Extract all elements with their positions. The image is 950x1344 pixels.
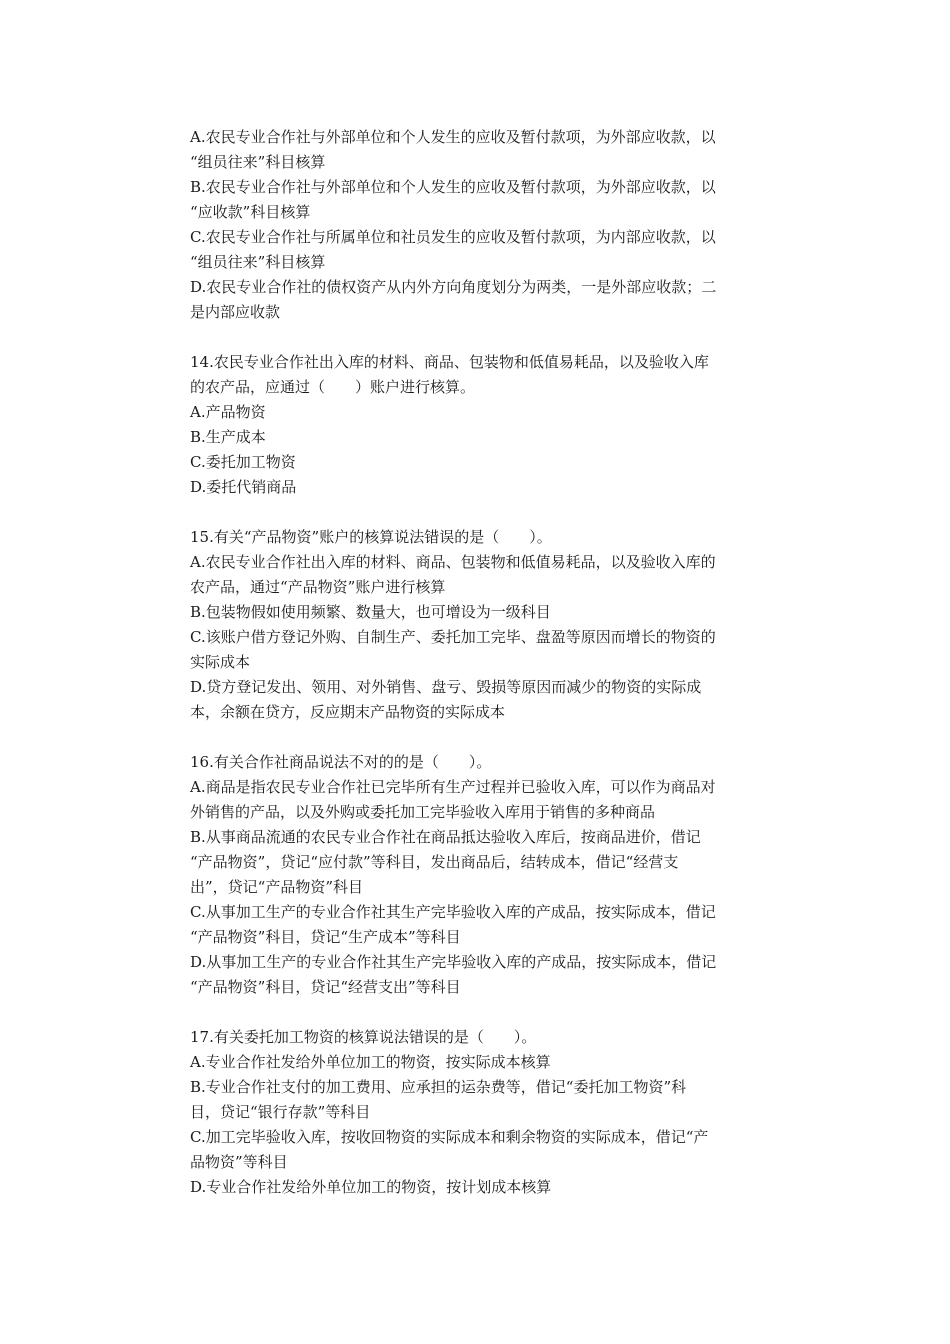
q15-option-b: B.包装物假如使用频繁、数量大，也可增设为一级科目 (190, 603, 551, 621)
q13-option-b-line-1: B.农民专业合作社与外部单位和个人发生的应收及暂付款项，为外部应收款，以 (190, 178, 716, 196)
q14-stem-line-2: 的农产品，应通过（ ）账户进行核算。 (190, 378, 476, 396)
q15-option-c-line-2: 实际成本 (190, 653, 251, 671)
q17-option-c-line-2: 品物资”等科目 (190, 1153, 288, 1171)
spacer (190, 725, 780, 750)
q15-option-c-line-1: C.该账户借方登记外购、自制生产、委托加工完毕、盘盈等原因而增长的物资的 (190, 628, 716, 646)
q15-option-d-line-1: D.贷方登记发出、领用、对外销售、盘亏、毁损等原因而减少的物资的实际成 (190, 678, 702, 696)
question-17 (190, 1025, 780, 1200)
question-16 (190, 750, 780, 1000)
q14-option-a: A.产品物资 (190, 403, 266, 421)
q13-option-c-line-1: C.农民专业合作社与所属单位和社员发生的应收及暂付款项，为内部应收款，以 (190, 228, 716, 246)
q13-option-a-line-2: “组员往来”科目核算 (190, 153, 326, 171)
q17-stem: 17.有关委托加工物资的核算说法错误的是（ ）。 (190, 1028, 537, 1046)
q16-option-a-line-2: 外销售的产品，以及外购或委托加工完毕验收入库用于销售的多种商品 (190, 803, 656, 821)
q16-option-c-line-2: “产品物资”科目，贷记“生产成本”等科目 (190, 928, 461, 946)
q14-stem-line-1: 14.农民专业合作社出入库的材料、商品、包装物和低值易耗品，以及验收入库 (190, 353, 709, 371)
spacer (190, 500, 780, 525)
q17-option-c-line-1: C.加工完毕验收入库，按收回物资的实际成本和剩余物资的实际成本，借记“产 (190, 1128, 709, 1146)
q16-option-c-line-1: C.从事加工生产的专业合作社其生产完毕验收入库的产成品，按实际成本，借记 (190, 903, 716, 921)
q13-option-c (190, 225, 780, 275)
q14-option-b: B.生产成本 (190, 428, 266, 446)
question-14 (190, 350, 780, 500)
q15-stem: 15.有关“产品物资”账户的核算说法错误的是（ ）。 (190, 528, 552, 546)
q13-option-a (190, 125, 780, 175)
q17-option-b-line-1: B.专业合作社支付的加工费用、应承担的运杂费等，借记“委托加工物资”科 (190, 1078, 687, 1096)
q13-option-a-line-1: A.农民专业合作社与外部单位和个人发生的应收及暂付款项，为外部应收款，以 (190, 128, 716, 146)
q15-option-d-line-2: 本，余额在贷方，反应期末产品物资的实际成本 (190, 703, 506, 721)
question-13 (190, 125, 780, 325)
q16-option-b-line-2: “产品物资”，贷记“应付款”等科目，发出商品后，结转成本，借记“经营支 (190, 853, 679, 871)
q16-option-d-line-2: “产品物资”科目，贷记“经营支出”等科目 (190, 978, 461, 996)
document-body (190, 125, 780, 1200)
q13-option-c-line-2: “组员往来”科目核算 (190, 253, 326, 271)
q16-stem: 16.有关合作社商品说法不对的的是（ ）。 (190, 753, 492, 771)
q15-option-a-line-1: A.农民专业合作社出入库的材料、商品、包装物和低值易耗品，以及验收入库的 (190, 553, 716, 571)
q15-option-a-line-2: 农产品，通过“产品物资”账户进行核算 (190, 578, 446, 596)
q16-option-a-line-1: A.商品是指农民专业合作社已完毕所有生产过程并已验收入库，可以作为商品对 (190, 778, 716, 796)
q13-option-b (190, 175, 780, 225)
q13-option-d (190, 275, 780, 325)
q17-option-a: A.专业合作社发给外单位加工的物资，按实际成本核算 (190, 1053, 551, 1071)
q16-option-b-line-1: B.从事商品流通的农民专业合作社在商品抵达验收入库后，按商品进价，借记 (190, 828, 701, 846)
q13-option-b-line-2: “应收款”科目核算 (190, 203, 311, 221)
q17-option-d: D.专业合作社发给外单位加工的物资，按计划成本核算 (190, 1178, 552, 1196)
q13-option-d-line-2: 是内部应收款 (190, 303, 281, 321)
spacer (190, 1000, 780, 1025)
q16-option-b-line-3: 出”，贷记“产品物资”科目 (190, 878, 364, 896)
q14-option-d: D.委托代销商品 (190, 478, 297, 496)
q14-option-c: C.委托加工物资 (190, 453, 296, 471)
q13-option-d-line-1: D.农民专业合作社的债权资产从内外方向角度划分为两类，一是外部应收款；二 (190, 278, 717, 296)
q16-option-d-line-1: D.从事加工生产的专业合作社其生产完毕验收入库的产成品，按实际成本，借记 (190, 953, 717, 971)
spacer (190, 325, 780, 350)
question-15 (190, 525, 780, 725)
q17-option-b-line-2: 目，贷记“银行存款”等科目 (190, 1103, 371, 1121)
